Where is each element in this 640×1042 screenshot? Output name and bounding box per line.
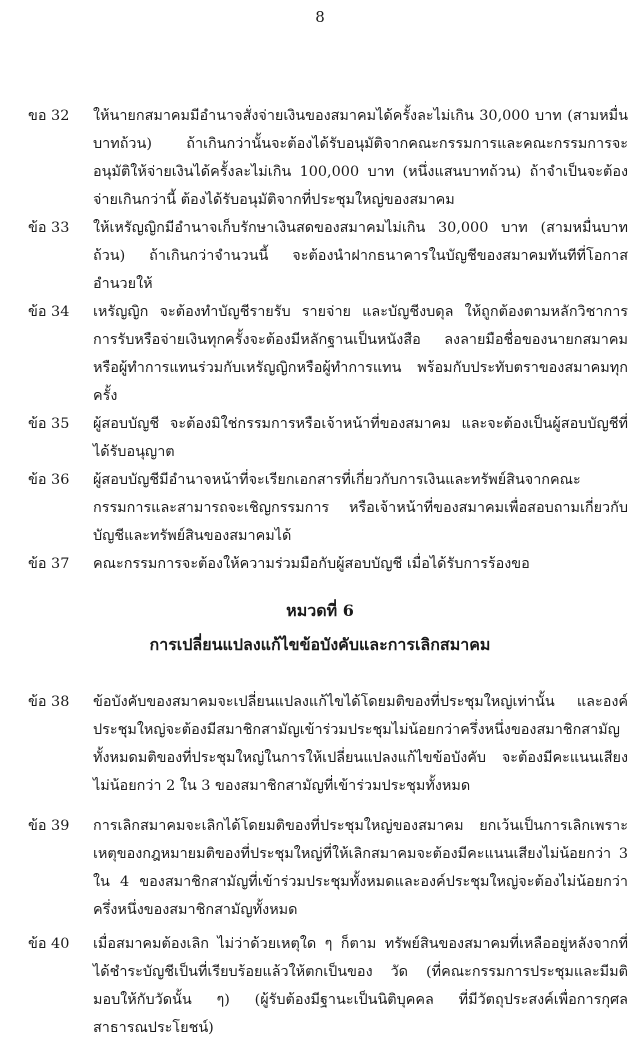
page-number: 8 [315, 8, 325, 26]
clause-37 [28, 550, 628, 578]
clause-text: เหรัญญิก จะต้องทำบัญชีรายรับ รายจ่าย และบัญชีงบดุล ให้ถูกต้องตามหลักวิชาการ การรับหรือจ่ายเงินทุกครั้งจะต้องมีหลักฐานเป็นหนังสือ ลงลายมือชื่อของนายกสมาคมหรือผู้ทำการแทนร่วมกับเหรัญญิกหรือผู้ทำการแทน พร้อมกับประทับตราของสมาคมทุกครั้ง [93, 304, 628, 404]
clause-39 [28, 812, 628, 930]
clause-text: ผู้สอบบัญชีมีอำนาจหน้าที่จะเรียกเอกสารที่เกี่ยวกับการเงินและทรัพย์สินจากคณะกรรมการและสามารถจะเชิญกรรมการ หรือเจ้าหน้าที่ของสมาคมเพื่อสอบถามเกี่ยวกับบัญชีและทรัพย์สินของสมาคมได้ [93, 472, 628, 544]
clause-text: ข้อบังคับของสมาคมจะเปลี่ยนแปลงแก้ไขได้โดยมติของที่ประชุมใหญ่เท่านั้น และองค์ประชุมใหญ่จะต้องมีสมาชิกสามัญเข้าร่วมประชุมไม่น้อยกว่าครึ่งหนึ่งของสมาชิกสามัญทั้งหมดมติของที่ประชุมใหญ่ในการให้เปลี่ยนแปลงแก้ไขข้อบังคับ จะต้องมีคะแนนเสียงไม่น้อยกว่า 2 ใน 3 ของสมาชิกสามัญที่เข้าร่วมประชุมทั้งหมด [93, 694, 628, 794]
clause-text: ให้นายกสมาคมมีอำนาจสั่งจ่ายเงินของสมาคมได้ครั้งละไม่เกิน 30,000 บาท (สามหมื่นบาทถ้วน) ถ้าเกินกว่านั้นจะต้องได้รับอนุมัติจากคณะกรรมการและคณะกรรมการจะอนุมัติให้จ่ายเงินได้ครั้งละไม่เกิน 100,000 บาท (หนึ่งแสนบาทถ้วน) ถ้าจำเป็นจะต้องจ่ายเกินกว่านี้ ต้องได้รับอนุมัติจากที่ประชุมใหญ่ของสมาคม [93, 108, 628, 208]
clause-number: ข้อ 40 [28, 936, 70, 952]
clause-number: ข้อ 33 [28, 220, 70, 236]
clause-number: ข้อ 34 [28, 304, 70, 320]
clause-number: ข้อ 35 [28, 416, 70, 432]
clause-text: ให้เหรัญญิกมีอำนาจเก็บรักษาเงินสดของสมาคมไม่เกิน 30,000 บาท (สามหมื่นบาทถ้วน) ถ้าเกินกว่าจำนวนนี้ จะต้องนำฝากธนาคารในบัญชีของสมาคมทันทีที่โอกาสอำนวยให้ [93, 220, 628, 292]
clause-number: ข้อ 38 [28, 694, 70, 710]
clause-number: ข้อ 37 [28, 556, 70, 572]
clause-text: คณะกรรมการจะต้องให้ความร่วมมือกับผู้สอบบัญชี เมื่อได้รับการร้องขอ [93, 556, 530, 572]
chapter-title: การเปลี่ยนแปลงแก้ไขข้อบังคับและการเลิกสมาคม [149, 635, 491, 654]
clause-32 [28, 102, 628, 214]
clause-text: การเลิกสมาคมจะเลิกได้โดยมติของที่ประชุมใหญ่ของสมาคม ยกเว้นเป็นการเลิกเพราะเหตุของกฎหมายมติของที่ประชุมใหญ่ที่ให้เลิกสมาคมจะต้องมีคะแนนเสียงไม่น้อยกว่า 3 ใน 4 ของสมาชิกสามัญที่เข้าร่วมประชุมทั้งหมดและองค์ประชุมใหญ่จะต้องไม่น้อยกว่าครึ่งหนึ่งของสมาชิกสามัญทั้งหมด [93, 818, 628, 918]
chapter-heading: หมวดที่ 6 [286, 601, 354, 620]
clauses-top [28, 102, 628, 578]
clause-number: ขอ 32 [28, 108, 70, 124]
clause-34 [28, 298, 628, 410]
clause-number: ข้อ 36 [28, 472, 70, 488]
clause-35 [28, 410, 628, 466]
clause-36 [28, 466, 628, 550]
clause-number: ข้อ 39 [28, 818, 70, 834]
clause-text: เมื่อสมาคมต้องเลิก ไม่ว่าด้วยเหตุใด ๆ ก็ตาม ทรัพย์สินของสมาคมที่เหลืออยู่หลังจากที่ได้ชำระบัญชีเป็นที่เรียบร้อยแล้วให้ตกเป็นของ วัด (ที่คณะกรรมการประชุมและมีมติมอบให้กับวัดนั้น ๆ) (ผู้รับต้องมีฐานะเป็นนิติบุคคล ที่มีวัตถุประสงค์เพื่อการกุศลสาธารณประโยชน์) [93, 936, 628, 1036]
clause-33 [28, 214, 628, 298]
clauses-bottom [28, 688, 628, 1042]
clause-text: ผู้สอบบัญชี จะต้องมิใช่กรรมการหรือเจ้าหน้าที่ของสมาคม และจะต้องเป็นผู้สอบบัญชีที่ได้รับอนุญาต [93, 416, 628, 460]
clause-38 [28, 688, 628, 812]
clause-40 [28, 930, 628, 1042]
